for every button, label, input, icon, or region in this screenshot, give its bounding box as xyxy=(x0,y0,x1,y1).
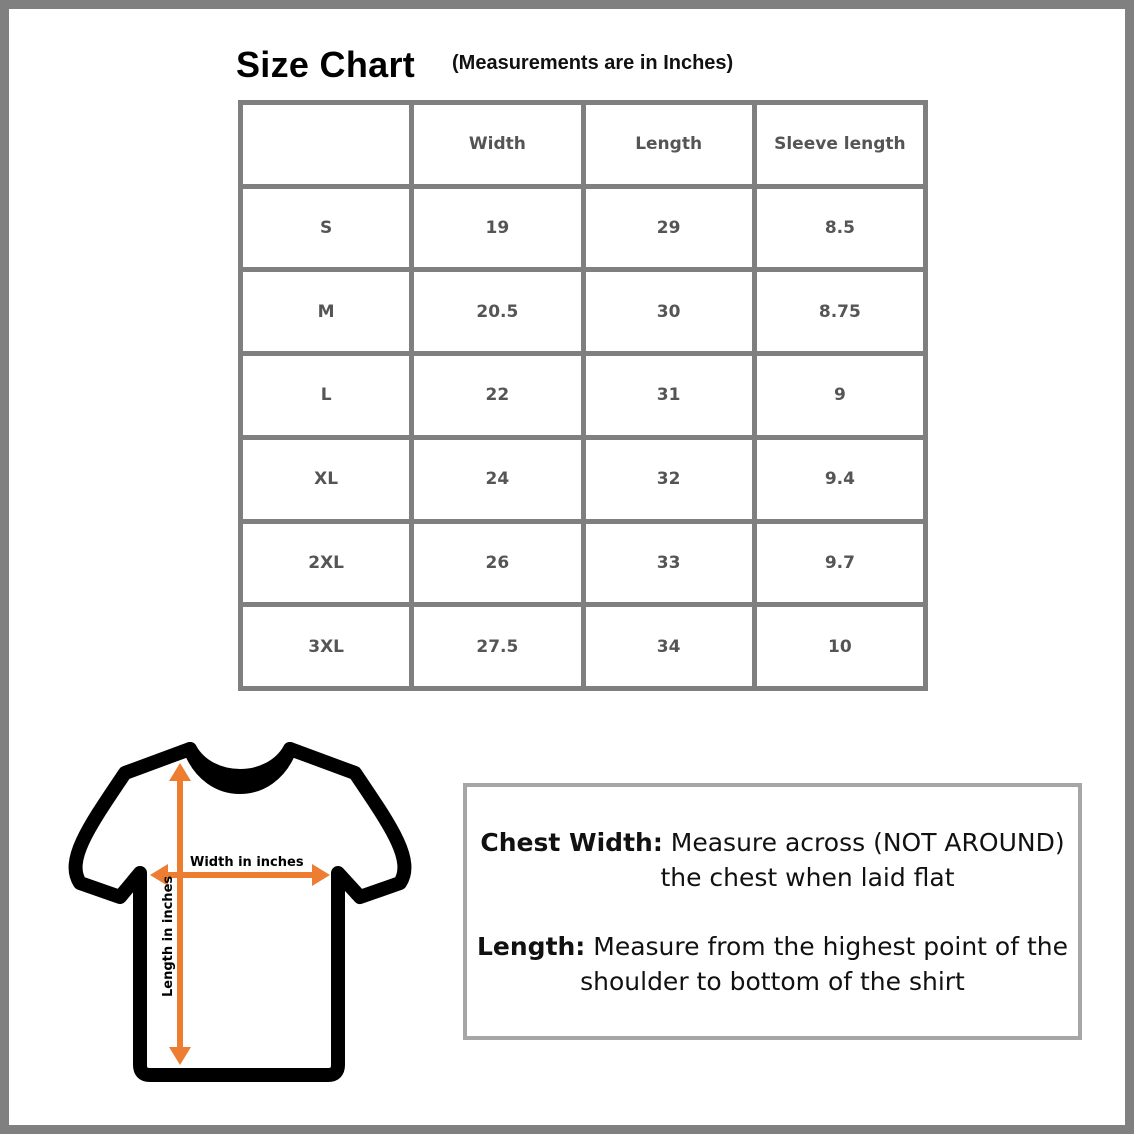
cell-sleeve: 9.4 xyxy=(754,437,925,521)
width-label: Width in inches xyxy=(190,855,304,870)
length-line-2 xyxy=(467,964,1078,999)
length-text-1: Measure from the highest point of the xyxy=(593,932,1068,961)
cell-width: 20.5 xyxy=(412,270,583,354)
cell-size: 2XL xyxy=(241,521,412,605)
width-arrow-head-right xyxy=(312,864,330,886)
cell-length: 30 xyxy=(583,270,754,354)
cell-size: 3XL xyxy=(241,605,412,689)
cell-size: L xyxy=(241,354,412,438)
cell-length: 31 xyxy=(583,354,754,438)
length-label: Length in inches xyxy=(161,875,176,997)
measurement-info-box xyxy=(463,783,1082,1040)
length-arrow-head-bottom xyxy=(169,1047,191,1065)
cell-size: XL xyxy=(241,437,412,521)
cell-length: 32 xyxy=(583,437,754,521)
header-cell-width: Width xyxy=(412,103,583,187)
chest-width-line-1 xyxy=(467,825,1078,860)
table-header-row xyxy=(241,103,926,187)
cell-width: 19 xyxy=(412,186,583,270)
length-arrow-head-top xyxy=(169,763,191,781)
page-subtitle: (Measurements are in Inches) xyxy=(452,52,734,74)
cell-width: 22 xyxy=(412,354,583,438)
cell-length: 29 xyxy=(583,186,754,270)
cell-width: 26 xyxy=(412,521,583,605)
table-row xyxy=(241,270,926,354)
chest-width-line-2 xyxy=(467,860,1078,895)
cell-size: M xyxy=(241,270,412,354)
length-title: Length: xyxy=(476,932,586,961)
cell-sleeve: 8.5 xyxy=(754,186,925,270)
chest-width-text-2: the chest when laid flat xyxy=(660,863,955,892)
table-row xyxy=(241,605,926,689)
cell-sleeve: 9.7 xyxy=(754,521,925,605)
table-row xyxy=(241,437,926,521)
cell-sleeve: 8.75 xyxy=(754,270,925,354)
cell-width: 24 xyxy=(412,437,583,521)
tshirt-diagram xyxy=(60,735,420,1095)
cell-length: 34 xyxy=(583,605,754,689)
cell-sleeve: 10 xyxy=(754,605,925,689)
cell-size: S xyxy=(241,186,412,270)
length-line-1 xyxy=(467,929,1078,964)
header-cell-sleeve: Sleeve length xyxy=(754,103,925,187)
cell-sleeve: 9 xyxy=(754,354,925,438)
chest-width-text-1: Measure across (NOT AROUND) xyxy=(670,828,1065,857)
page-title: Size Chart xyxy=(236,44,416,85)
size-table xyxy=(238,100,928,691)
table-row xyxy=(241,186,926,270)
tshirt-outline xyxy=(76,749,405,1075)
cell-length: 33 xyxy=(583,521,754,605)
chest-width-title: Chest Width: xyxy=(480,828,663,857)
table-row xyxy=(241,521,926,605)
header-cell-size xyxy=(241,103,412,187)
tshirt-collar xyxy=(190,749,290,787)
table-row xyxy=(241,354,926,438)
header-cell-length: Length xyxy=(583,103,754,187)
cell-width: 27.5 xyxy=(412,605,583,689)
length-text-2: shoulder to bottom of the shirt xyxy=(580,967,965,996)
